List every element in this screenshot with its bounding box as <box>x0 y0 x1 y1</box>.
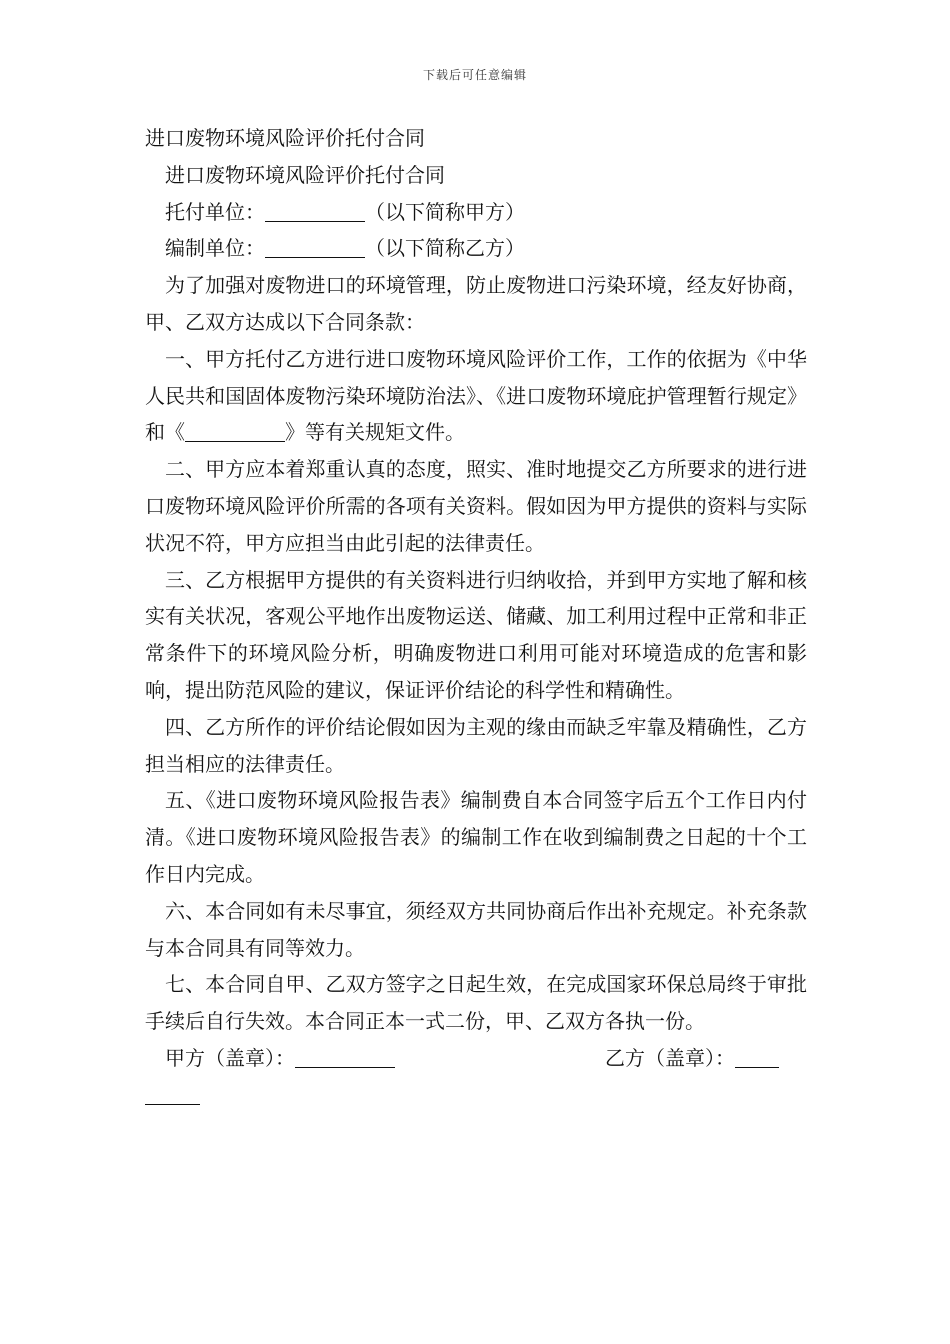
party-b-signature <box>605 1040 779 1077</box>
contract-body <box>145 120 807 1114</box>
clause-3: 三、乙方根据甲方提供的有关资料进行归纳收拾，并到甲方实地了解和核实有关状况，客观公平地作出废物运送、储藏、加工利用过程中正常和非正常条件下的环境风险分析，明确废物进口利用可能对环境造成的危害和影响，提出防范风险的建议，保证评价结论的科学性和精确性。 <box>145 567 807 702</box>
party-b-blank <box>265 235 365 258</box>
clause-1-text-before: 一、甲方托付乙方进行进口废物环境风险评价工作，工作的依据为《中华人民共和国固体废物污染环境防治法》、《进口废物环境庇护管理暂行规定》和《 <box>145 346 807 445</box>
party-a-blank <box>265 199 365 222</box>
party-b-signature-blank <box>735 1045 779 1068</box>
party-a-signature-label: 甲方（盖章）： <box>165 1045 295 1070</box>
clause-1-text-after: 》等有关规矩文件。 <box>285 420 465 445</box>
clause-2: 二、甲方应本着郑重认真的态度，照实、准时地提交乙方所要求的进行进口废物环境风险评价所需的各项有关资料。假如因为甲方提供的资料与实际状况不符，甲方应担当由此引起的法律责任。 <box>145 457 807 555</box>
party-b-line <box>145 230 807 267</box>
clause-6: 六、本合同如有未尽事宜，须经双方共同协商后作出补充规定。补充条款与本合同具有同等效力。 <box>145 898 807 960</box>
party-b-label: 编制单位： <box>165 236 265 261</box>
clause-7: 七、本合同自甲、乙双方签字之日起生效，在完成国家环保总局终于审批手续后自行失效。本合同正本一式二份，甲、乙双方各执一份。 <box>145 972 807 1034</box>
party-b-signature-label: 乙方（盖章）： <box>605 1045 735 1070</box>
clause-5: 五、《进口废物环境风险报告表》编制费自本合同签字后五个工作日内付清。《进口废物环境风险报告表》的编制工作在收到编制费之日起的十个工作日内完成。 <box>145 788 807 886</box>
party-a-suffix: （以下简称甲方） <box>365 199 525 224</box>
party-a-label: 托付单位： <box>165 199 265 224</box>
intro-paragraph: 为了加强对废物进口的环境管理，防止废物进口污染环境，经友好协商，甲、乙双方达成以下合同条款： <box>145 273 807 334</box>
party-b-signature-blank-tail <box>145 1082 200 1105</box>
clause-4: 四、乙方所作的评价结论假如因为主观的缘由而缺乏牢靠及精确性，乙方担当相应的法律责任。 <box>145 714 807 776</box>
page-header-note: 下载后可任意编辑 <box>422 68 527 82</box>
signature-row <box>145 1040 807 1077</box>
party-a-line <box>145 194 807 231</box>
clause-1-blank <box>185 419 285 442</box>
party-a-signature-blank <box>295 1045 395 1068</box>
signature-blank-continuation <box>145 1077 807 1114</box>
document-title: 进口废物环境风险评价托付合同 <box>145 126 425 150</box>
party-b-suffix: （以下简称乙方） <box>365 236 525 261</box>
document-subtitle: 进口废物环境风险评价托付合同 <box>165 162 445 187</box>
clause-1 <box>145 341 807 451</box>
